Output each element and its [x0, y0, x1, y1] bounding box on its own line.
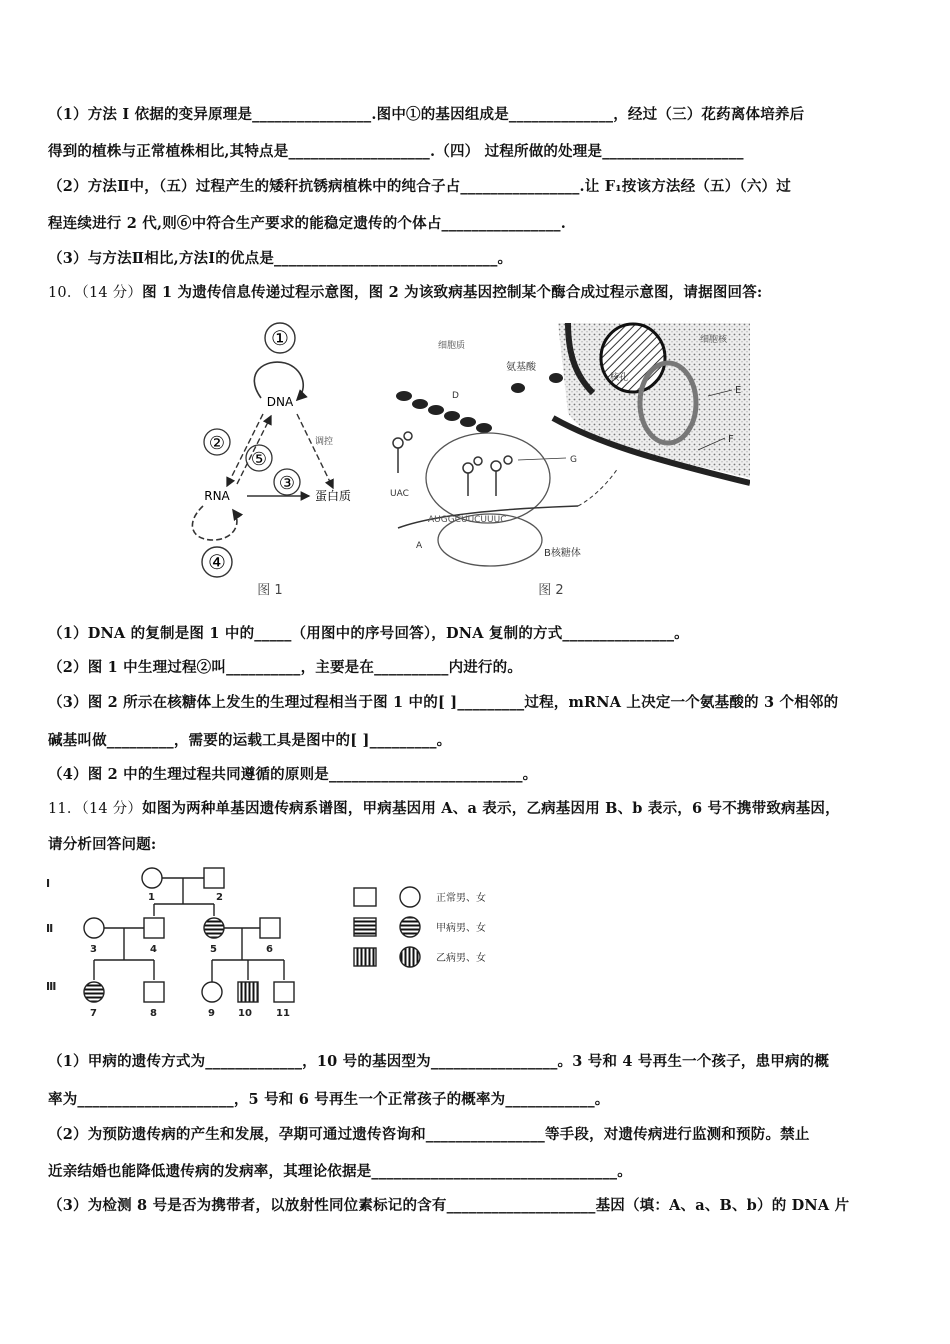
q11-heading-2: 请分析回答问题:	[48, 836, 157, 853]
regulation-arrow	[297, 414, 333, 488]
ribosome-large	[426, 433, 550, 523]
gen-1-label: Ⅰ	[46, 877, 51, 890]
num-1: 1	[148, 892, 155, 903]
q11-number: 11．（14 分）	[48, 801, 143, 817]
figure-2-translation	[378, 318, 750, 600]
figure-1-caption: 图 1	[257, 583, 283, 598]
rna-label: RNA	[204, 489, 230, 503]
pedigree-chart	[44, 860, 524, 1022]
protein-label: 蛋白质	[315, 489, 352, 503]
q10-sub-1: （1）DNA 的复制是图 1 中的_____（用图中的序号回答），DNA 复制的方式_______________。	[48, 625, 689, 642]
amino-acid-2	[549, 373, 563, 383]
person-1-female	[142, 868, 162, 888]
label-2: ②	[208, 433, 226, 454]
trna-left	[393, 432, 412, 473]
legend-disease-b-male	[354, 948, 376, 966]
q9-line-1: （1）方法 I 依据的变异原理是________________.图中①的基因组成是______________，经过（三）花药离体培养后	[48, 106, 805, 123]
num-6: 6	[266, 944, 273, 955]
q11-sub-1a: （1）甲病的遗传方式为_____________，10 号的基因型为_________________。3 号和 4 号再生一个孩子，患甲病的概	[48, 1053, 830, 1070]
q10-number: 10．（14 分）	[48, 285, 143, 301]
rna-replication-loop	[192, 506, 237, 540]
ribosome-label: B核糖体	[544, 548, 581, 559]
q9-line-5: （3）与方法Ⅱ相比,方法Ⅰ的优点是______________________________。	[48, 250, 513, 267]
label-3: ③	[278, 473, 296, 494]
d-label: D	[452, 391, 459, 401]
q10-text: 图 1 为遗传信息传递过程示意图，图 2 为该致病基因控制某个酶合成过程示意图，请据图回答:	[142, 284, 763, 301]
q10-sub-2: （2）图 1 中生理过程②叫__________，主要是在__________内进行的。	[48, 659, 523, 676]
num-5: 5	[210, 944, 217, 955]
num-11: 11	[276, 1008, 290, 1019]
gen-3-label: Ⅲ	[46, 980, 57, 993]
num-9: 9	[208, 1008, 215, 1019]
q9-line-3: （2）方法Ⅱ中，（五）过程产生的矮秆抗锈病植株中的纯合子占________________.让 F₁按该方法经（五）（六）过	[48, 178, 791, 195]
mrna-transport-path	[578, 468, 618, 506]
pedigree-lines	[94, 878, 284, 982]
a-label: A	[416, 541, 423, 551]
person-4-male	[144, 918, 164, 938]
legend-normal-male	[354, 888, 376, 906]
legend-disease-b-label: 乙病男、女	[436, 953, 486, 964]
amino-acid-label: 氨基酸	[506, 362, 536, 373]
amino-acid-1	[511, 383, 525, 393]
figure-1-central-dogma	[185, 318, 365, 600]
pore-label: 核孔	[610, 373, 629, 383]
legend-normal-label: 正常男、女	[436, 893, 486, 904]
g-pointer	[518, 458, 566, 460]
person-3-female	[84, 918, 104, 938]
cytoplasm-label: 细胞质	[438, 341, 466, 351]
nucleus-label: 细胞核	[700, 335, 728, 345]
num-7: 7	[90, 1008, 97, 1019]
person-5-affected-female	[204, 918, 224, 938]
legend-disease-a-female	[400, 917, 420, 937]
polypeptide-chain	[396, 391, 492, 433]
num-4: 4	[150, 944, 157, 955]
uac-label: UAC	[390, 489, 409, 499]
label-5: ⑤	[250, 449, 268, 470]
num-8: 8	[150, 1008, 157, 1019]
legend-disease-a-label: 甲病男、女	[436, 923, 486, 934]
regulation-label: 调控	[315, 437, 334, 447]
g-label: G	[570, 455, 577, 465]
q11-sub-1b: 率为_____________________，5 号和 6 号再生一个正常孩子的概率为____________。	[48, 1091, 610, 1108]
person-8-male	[144, 982, 164, 1002]
q9-line-2: 得到的植株与正常植株相比,其特点是___________________.（四） 过程所做的处理是___________________	[48, 143, 744, 160]
mrna-sequence: AUGGCUUCUUUC	[428, 515, 507, 525]
e-label: E	[735, 385, 742, 396]
trna-middle	[463, 456, 512, 496]
label-4: ④	[208, 550, 226, 574]
q10-heading	[48, 281, 762, 302]
q11-sub-2b: 近亲结婚也能降低遗传病的发病率，其理论依据是_________________________________。	[48, 1163, 632, 1180]
q11-sub-2a: （2）为预防遗传病的产生和发展，孕期可通过遗传咨询和________________等手段，对遗传病进行监测和预防。禁止	[48, 1126, 810, 1143]
q11-sub-3: （3）为检测 8 号是否为携带者，以放射性同位素标记的含有____________________基因（填：A、a、B、b）的 DNA 片	[48, 1197, 850, 1214]
legend-disease-a-male	[354, 918, 376, 936]
num-10: 10	[238, 1008, 252, 1019]
gen-2-label: Ⅱ	[46, 922, 54, 935]
person-7-affected-female	[84, 982, 104, 1002]
num-2: 2	[216, 892, 223, 903]
q10-sub-4: （4）图 2 中的生理过程共同遵循的原则是__________________________。	[48, 766, 538, 783]
q11-heading	[48, 797, 840, 818]
person-11-male	[274, 982, 294, 1002]
legend-normal-female	[400, 887, 420, 907]
legend-disease-b-female	[400, 947, 420, 967]
person-2-male	[204, 868, 224, 888]
label-1: ①	[271, 326, 289, 350]
figure-2-caption: 图 2	[538, 583, 564, 598]
q10-sub-3b: 碱基叫做_________，需要的运载工具是图中的[ ]_________。	[48, 732, 452, 749]
dna-label: DNA	[266, 395, 294, 409]
q9-line-4: 程连续进行 2 代,则⑥中符合生产要求的能稳定遗传的个体占________________.	[48, 215, 566, 232]
q11-text: 如图为两种单基因遗传病系谱图，甲病基因用 A、a 表示，乙病基因用 B、b 表示，6 号不携带致病基因，	[142, 800, 840, 817]
person-10-affected-male	[238, 982, 258, 1002]
f-label: F	[728, 434, 734, 445]
q10-sub-3a: （3）图 2 所示在核糖体上发生的生理过程相当于图 1 中的[ ]_________过程，mRNA 上决定一个氨基酸的 3 个相邻的	[48, 694, 839, 711]
person-9-female	[202, 982, 222, 1002]
num-3: 3	[90, 944, 97, 955]
person-6-male	[260, 918, 280, 938]
